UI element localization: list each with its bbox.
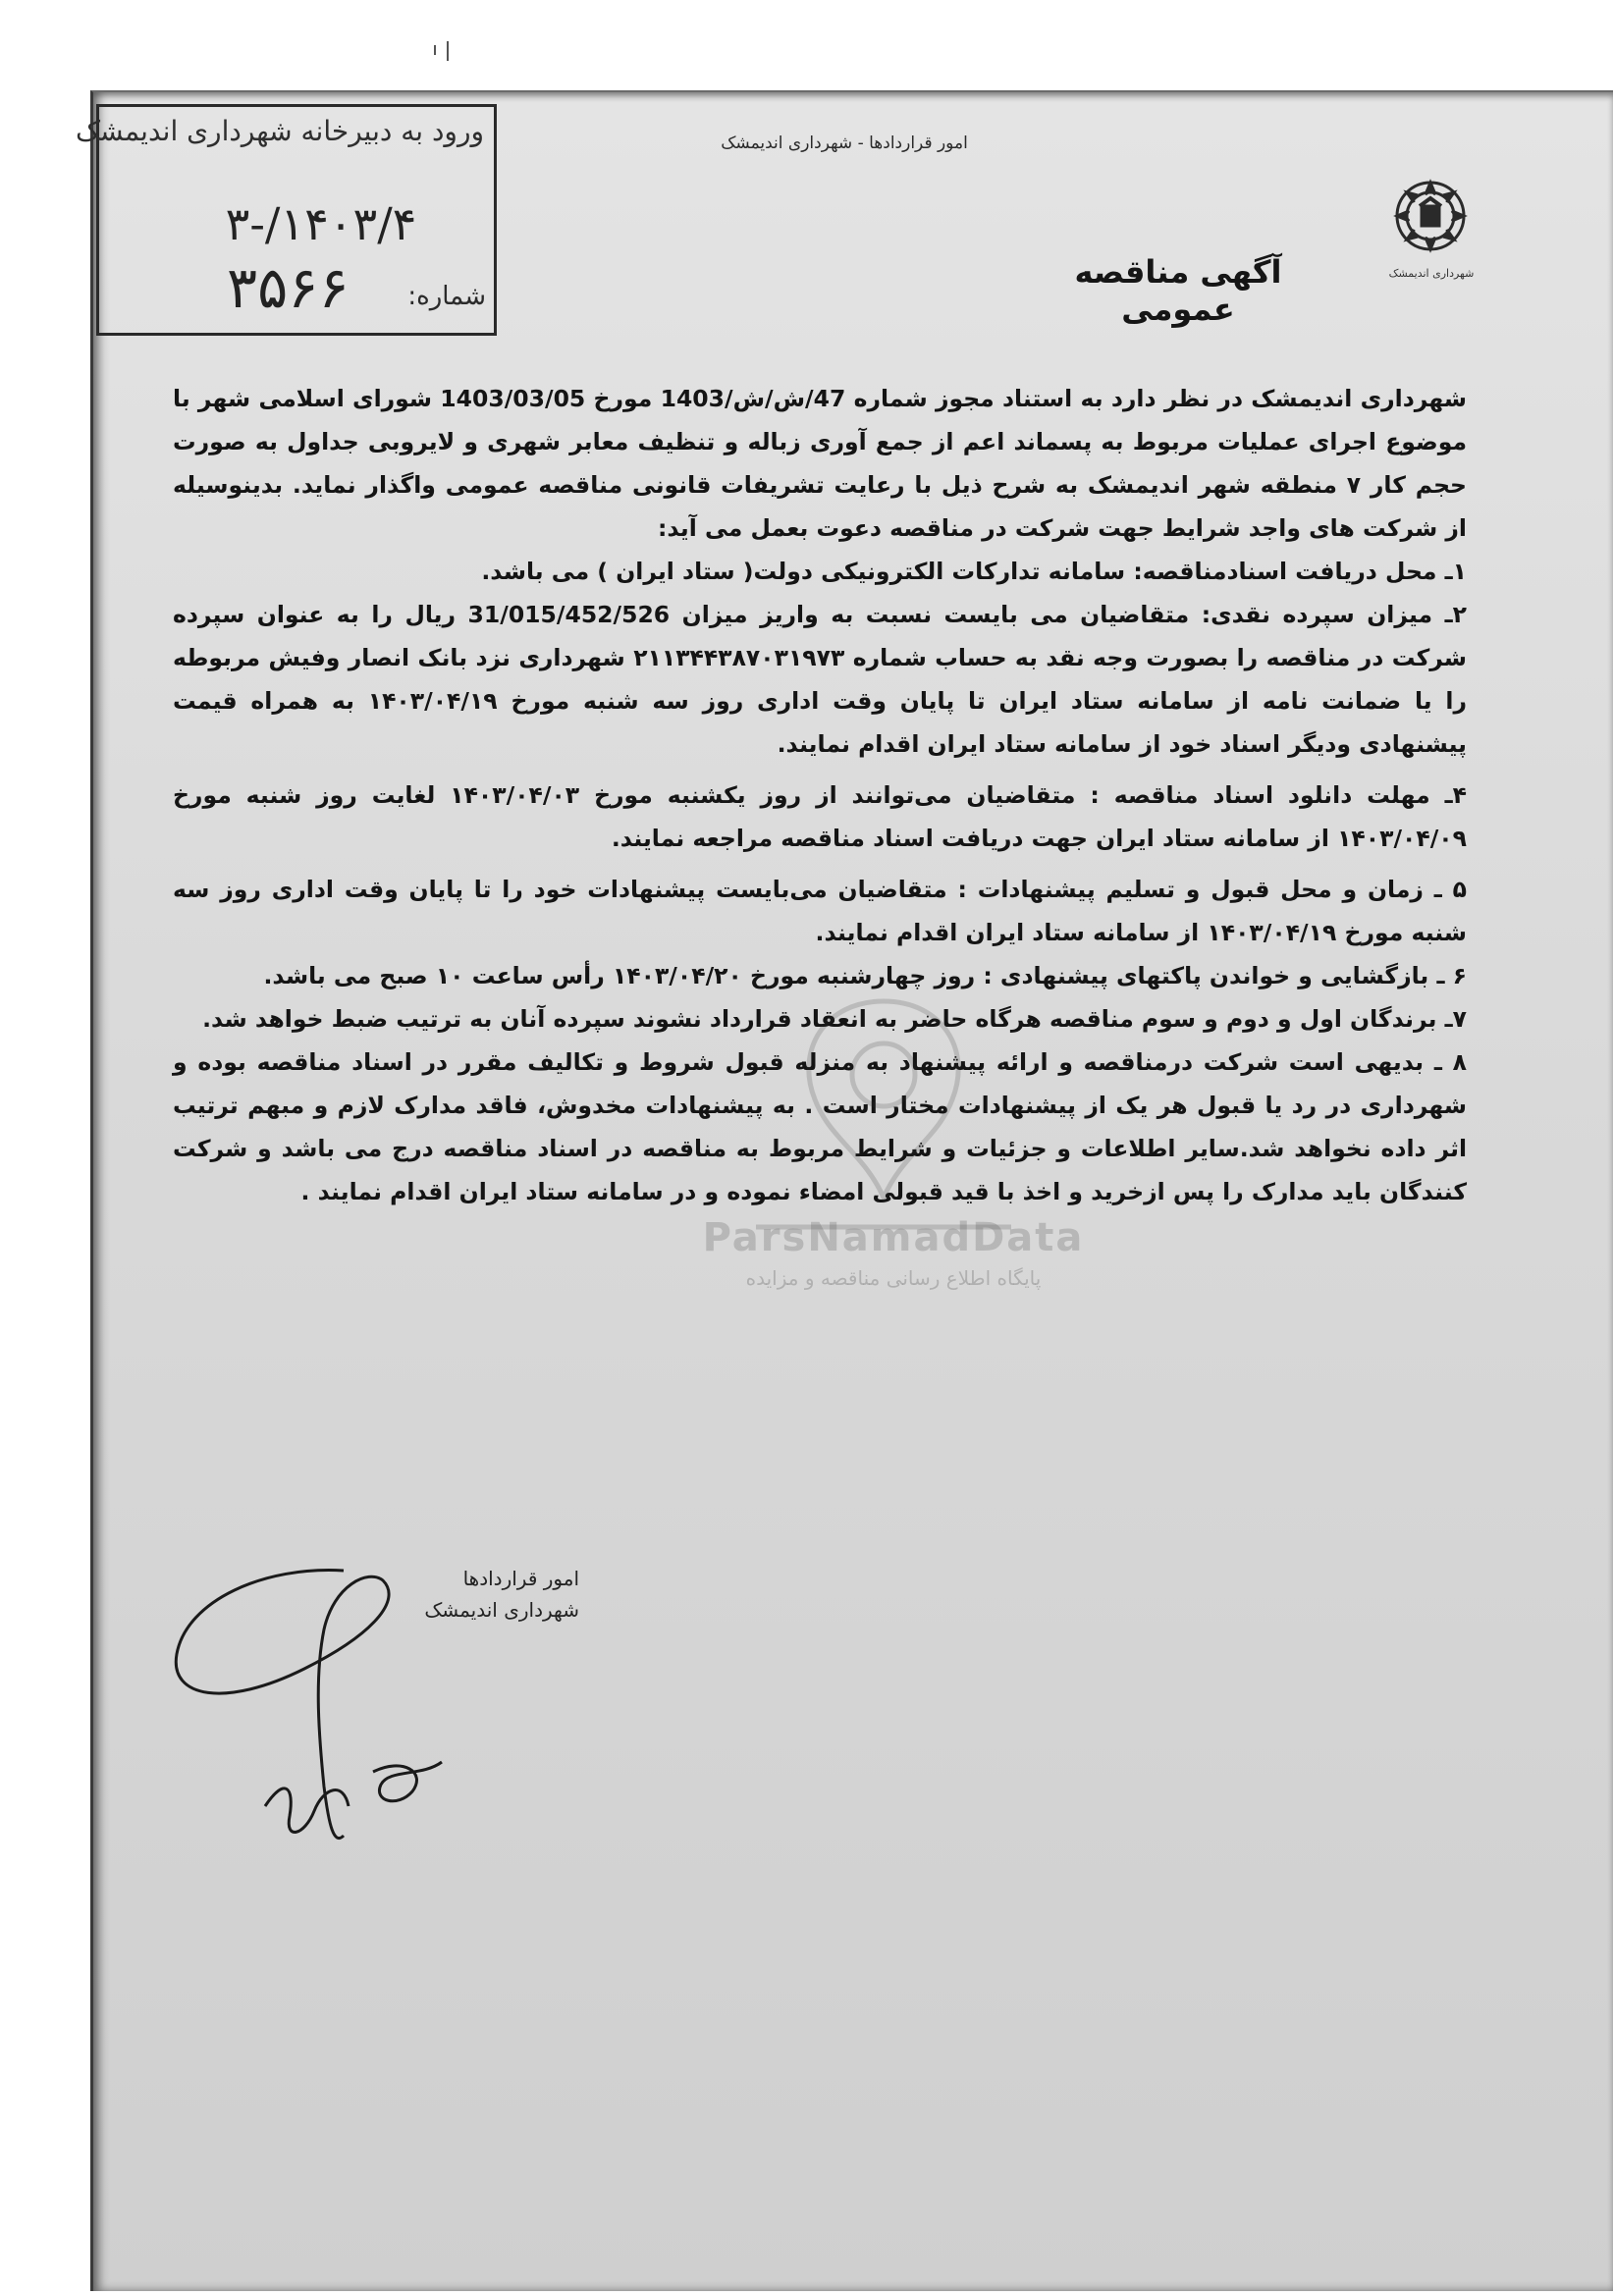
- item-1: ۱ـ محل دریافت اسنادمناقصه: سامانه تدارکات الکترونیکی دولت( ستاد ایران ) می باشد.: [481, 558, 1467, 585]
- item-8: ۸ ـ بدیهی است شرکت درمناقصه و ارائه پیشنهاد به منزله قبول شروط و تکالیف مقرر در اسناد مناقصه بوده و شهرداری در رد یا قبول هر یک از پیشنهادات مختار است . به پیشنهادات مخدوش، فاقد مدارک لازم و مبهم ترتیب اثر داده نخواهد شد.سایر اطلاعات و جزئیات و شرایط مربوط به مناقصه در اسناد مناقصه درج می باشد و شرکت کنندگان باید مدارک را پس ازخرید و اخذ با قید قبولی امضاء نموده و در سامانه ستاد ایران اقدام نمایند .: [173, 1048, 1467, 1205]
- watermark-caption: پایگاه اطلاع رسانی مناقصه و مزایده: [745, 1266, 1042, 1290]
- stamp-title: ورود به دبیرخانه شهرداری اندیمشک: [75, 115, 484, 147]
- stamp-number-label: شماره:: [407, 282, 486, 311]
- signature-line-1: امور قراردادها: [462, 1567, 579, 1590]
- scan-mark: [447, 41, 449, 61]
- registry-stamp: [75, 104, 497, 336]
- item-4: ۴ـ مهلت دانلود اسناد مناقصه : متقاضیان می‌توانند از روز یکشنبه مورخ ۱۴۰۳/۰۴/۰۳ لغایت روز شنبه مورخ ۱۴۰۳/۰۴/۰۹ از سامانه ستاد ایران جهت دریافت اسناد مناقصه مراجعه نمایند.: [173, 781, 1467, 852]
- emblem-caption: شهرداری اندیمشک: [1388, 267, 1475, 280]
- watermark-brand: ParsNamadData: [702, 1215, 1085, 1260]
- scan-mark: [434, 45, 436, 55]
- header-org-line: امور قراردادها - شهرداری اندیمشک: [721, 133, 968, 153]
- notice-title: آگهی مناقصه عمومی: [1074, 253, 1282, 328]
- item-2: ۲ـ میزان سپرده نقدی: متقاضیان می بایست نسبت به واریز میزان 31/015/452/526 ریال را به عنوان سپرده شرکت در مناقصه را بصورت وجه نقد به حساب شماره ۲۱۱۳۴۴۳۸۷۰۳۱۹۷۳ شهرداری نزد بانک انصار وفیش مربوطه را یا ضمانت نامه از سامانه ستاد ایران تا پایان وقت اداری روز سه شنبه مورخ ۱۴۰۳/۰۴/۱۹ به همراه قیمت پیشنهادی ودیگر اسناد خود از سامانه ستاد ایران اقدام نمایند.: [173, 601, 1467, 758]
- item-5: ۵ ـ زمان و محل قبول و تسلیم پیشنهادات : متقاضیان می‌بایست پیشنهادات خود را تا پایان وقت اداری روز سه شنبه مورخ ۱۴۰۳/۰۴/۱۹ از سامانه ستاد ایران اقدام نمایند.: [173, 876, 1467, 946]
- item-7: ۷ـ برندگان اول و دوم و سوم مناقصه هرگاه حاضر به انعقاد قرارداد نشوند سپرده آنان به ترتیب ضبط خواهد شد.: [202, 1005, 1467, 1033]
- item-6: ۶ ـ بازگشایی و خواندن پاکتهای پیشنهادی : روز چهارشنبه مورخ ۱۴۰۳/۰۴/۲۰ رأس ساعت ۱۰ صبح می باشد.: [263, 962, 1467, 989]
- stamp-date: ۱۴۰۳/۴/-۳: [225, 197, 417, 250]
- signature-line-2: شهرداری اندیمشک: [424, 1598, 579, 1622]
- intro-paragraph: شهرداری اندیمشک در نظر دارد به استناد مجوز شماره 47/ش/ش/1403 مورخ 1403/03/05 شورای اسلامی شهر با موضوع اجرای عملیات مربوط به پسماند اعم از جمع آوری زباله و تنظیف معابر شهری و لایروبی جداول به صورت حجم کار ۷ منطقه شهر اندیمشک به شرح ذیل با رعایت تشریفات قانونی مناقصه عمومی واگذار نماید. بدینوسیله از شرکت های واجد شرایط جهت شرکت در مناقصه دعوت بعمل می آید:: [173, 385, 1467, 542]
- stamp-number: ۳۵۶۶: [227, 254, 350, 321]
- handwritten-signature: [147, 1561, 560, 1855]
